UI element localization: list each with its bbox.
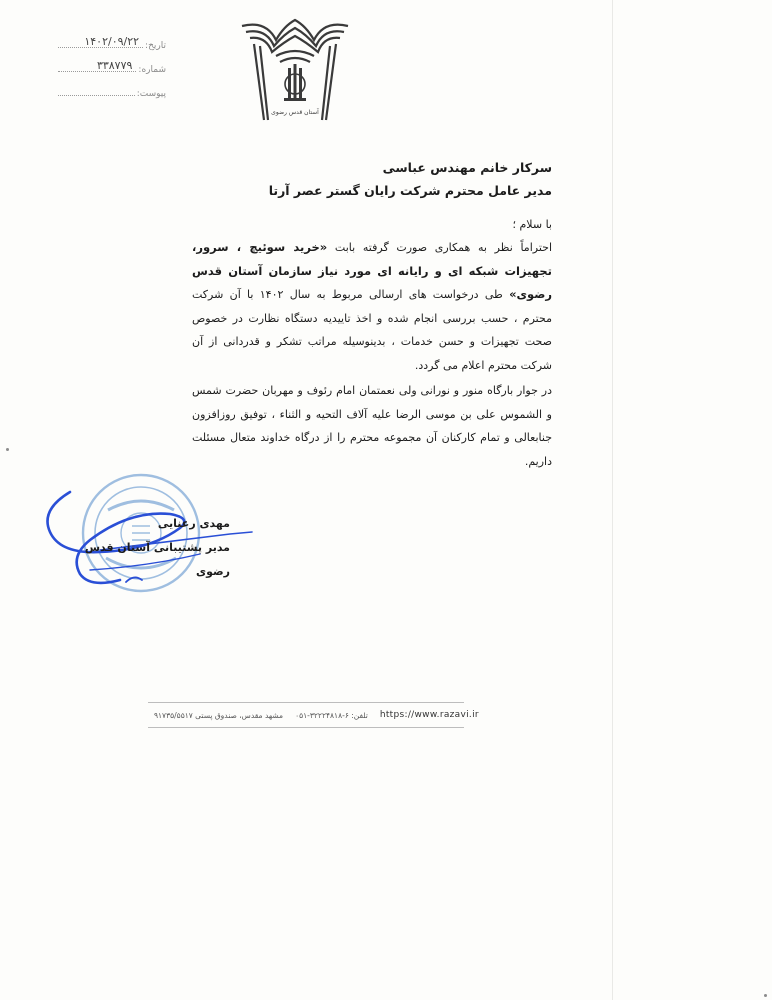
paragraph-1: [192, 236, 552, 377]
greeting: با سلام ؛: [512, 218, 552, 231]
signer-name: مهدی رعنایی: [157, 517, 230, 530]
date-label: تاریخ:: [145, 41, 166, 51]
scan-speck: [764, 994, 767, 997]
scan-edge-line: [612, 0, 613, 1000]
paragraph-2: در جوار بارگاه منور و نورانی ولی نعمتمان امام رئوف و مهربان حضرت شمس و الشموس علی بن موسی الرضا علیه آلاف التحیه و الثناء ، توفیق روزافزون جنابعالی و تمام کارکنان آن مجموعه محترم را از درگاه خداوند متعال مسئلت داریم.: [192, 384, 552, 468]
recipient-title: مدیر عامل محترم شرکت رایان گستر عصر آرتا: [268, 183, 552, 198]
attachment-label: پیوست:: [136, 89, 166, 99]
letterhead-footer: [148, 702, 479, 728]
logo-caption: آستان قدس رضوی: [271, 109, 319, 116]
number-row: [56, 51, 166, 75]
paragraph-1-start: احتراماً نظر به همکاری صورت گرفته بابت: [327, 241, 553, 254]
number-value: ۳۳۸۷۷۹: [96, 59, 133, 72]
signature-block: [60, 512, 230, 584]
footer-address: مشهد مقدس، صندوق پستی ۹۱۷۳۵/۵۵۱۷: [154, 710, 284, 720]
footer-website-link[interactable]: https://www.razavi.ir: [379, 710, 479, 720]
attachment-row: [56, 75, 166, 99]
paragraph-1-subject: «خرید سوئیچ ، سرور، تجهیزات شبکه ای و رایانه ای مورد نیاز سازمان آستان قدس رضوی»: [192, 240, 552, 301]
recipient-name: سرکار خانم مهندس عباسی: [382, 160, 552, 175]
number-label: شماره:: [138, 65, 166, 75]
paragraph-1-end: طی درخواست های ارسالی مربوط به سال ۱۴۰۲ با آن شرکت محترم ، حسب بررسی انجام شده و اخذ تاییدیه دستگاه نظارت در خصوص صحت تجهیزات و حسن خدمات ، بدینوسیله مراتب تشکر و قدردانی از آن شرکت محترم اعلام می گردد.: [192, 288, 552, 372]
letter-body: [192, 156, 552, 473]
footer-phone: تلفن: ۶-۳۲۲۲۴۸۱۸-۰۵۱: [295, 710, 368, 720]
date-row: [56, 27, 166, 51]
letter-meta: [56, 27, 166, 99]
signer-title: مدیر پشتیبانی آستان قدس رضوی: [84, 541, 230, 578]
scan-speck: [6, 448, 9, 451]
date-value: ۱۴۰۲/۰۹/۲۲: [84, 35, 140, 48]
astan-quds-logo: [236, 16, 354, 124]
